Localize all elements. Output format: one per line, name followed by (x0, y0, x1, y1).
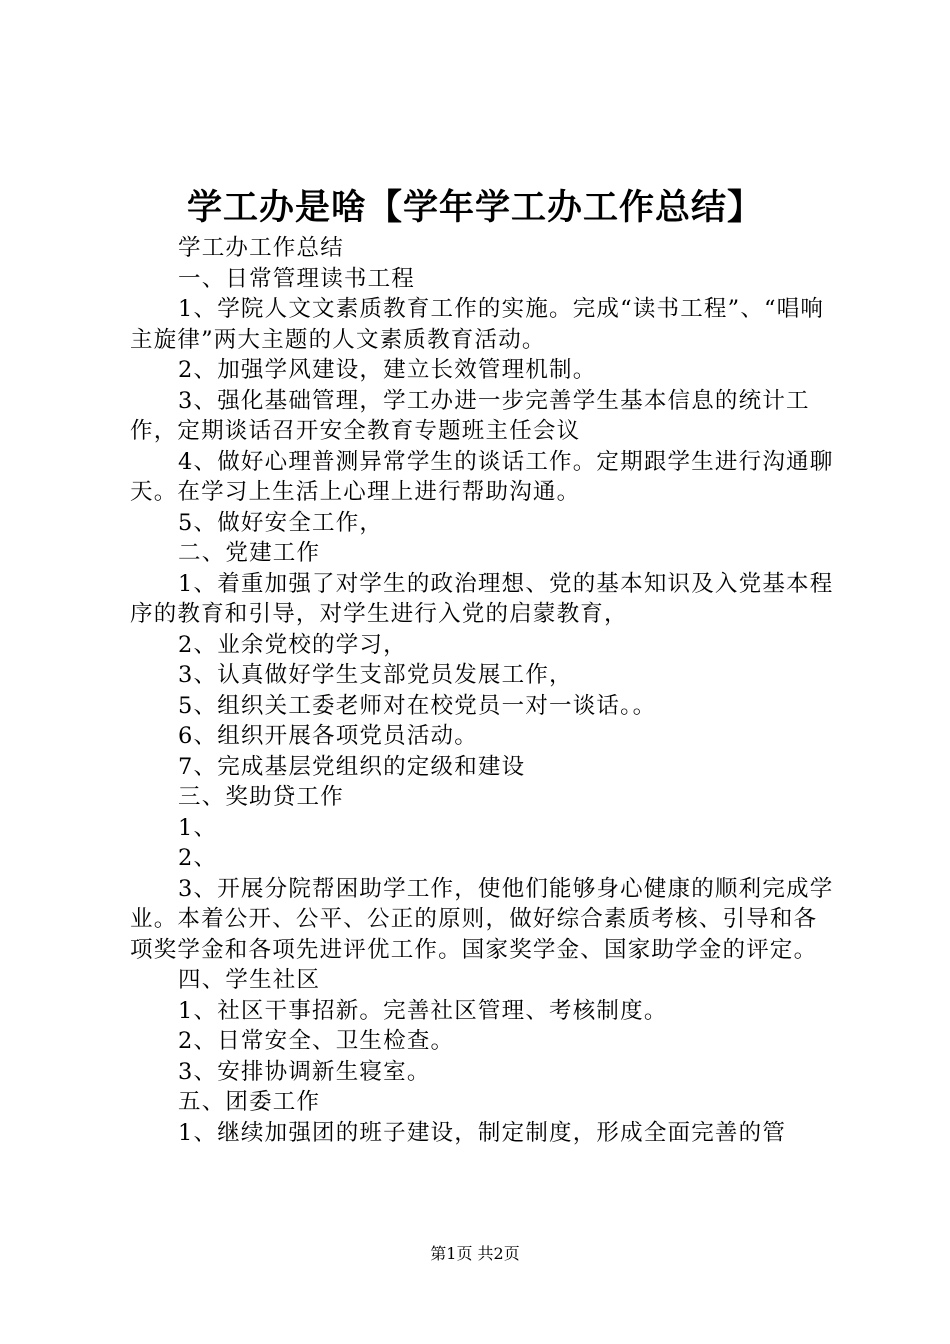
section-heading: 一、日常管理读书工程 (178, 265, 416, 292)
body-paragraph: 3、认真做好学生支部党员发展工作， (178, 662, 573, 688)
body-paragraph: 4、做好心理普测异常学生的谈话工作。定期跟学生进行沟通聊天。在学习上生活上心理上进行帮助沟通。 (130, 448, 834, 505)
section-heading: 三、奖助贷工作 (178, 784, 344, 810)
section-heading: 五、团委工作 (178, 1089, 321, 1115)
body-paragraph: 1、继续加强团的班子建设，制定制度，形成全面完善的管 (178, 1119, 787, 1146)
document-body (130, 233, 834, 1148)
body-paragraph: 3、开展分院帮困助学工作，使他们能够身心健康的顺利完成学业。本着公开、公平、公正的原则，做好综合素质考核、引导和各项奖学金和各项先进评优工作。国家奖学金、国家助学金的评定。 (130, 875, 834, 963)
body-paragraph: 1、学院人文文素质教育工作的实施。完成“读书工程”、“唱响主旋律”两大主题的人文素质教育活动。 (130, 296, 825, 353)
body-paragraph: 1、着重加强了对学生的政治理想、党的基本知识及入党基本程序的教育和引导，对学生进行入党的启蒙教育， (130, 570, 834, 627)
section-heading: 四、学生社区 (178, 967, 321, 993)
body-paragraph: 1、 (178, 814, 218, 841)
body-paragraph: 2、 (178, 845, 218, 871)
body-paragraph: 2、加强学风建设，建立长效管理机制。 (178, 357, 597, 383)
body-paragraph: 5、做好安全工作， (178, 509, 384, 536)
body-paragraph: 6、组织开展各项党员活动。 (178, 723, 478, 749)
body-paragraph: 学工办工作总结 (178, 235, 344, 261)
body-paragraph: 5、组织关工委老师对在校党员一对一谈话。。 (178, 692, 657, 719)
body-paragraph: 1、社区干事招新。完善社区管理、考核制度。 (178, 997, 668, 1024)
body-paragraph: 2、日常安全、卫生检查。 (178, 1028, 455, 1054)
body-paragraph: 2、业余党校的学习， (178, 631, 407, 658)
page-footer: 第1页 共2页 (430, 1244, 520, 1263)
body-paragraph: 7、完成基层党组织的定级和建设 (178, 753, 526, 780)
body-paragraph: 3、安排协调新生寝室。 (178, 1058, 431, 1085)
document-title: 学工办是啥【学年学工办工作总结】 (186, 188, 763, 228)
body-paragraph: 3、强化基础管理，学工办进一步完善学生基本信息的统计工作，定期谈话召开安全教育专题班主任会议 (130, 387, 810, 444)
section-heading: 二、党建工作 (178, 540, 321, 566)
